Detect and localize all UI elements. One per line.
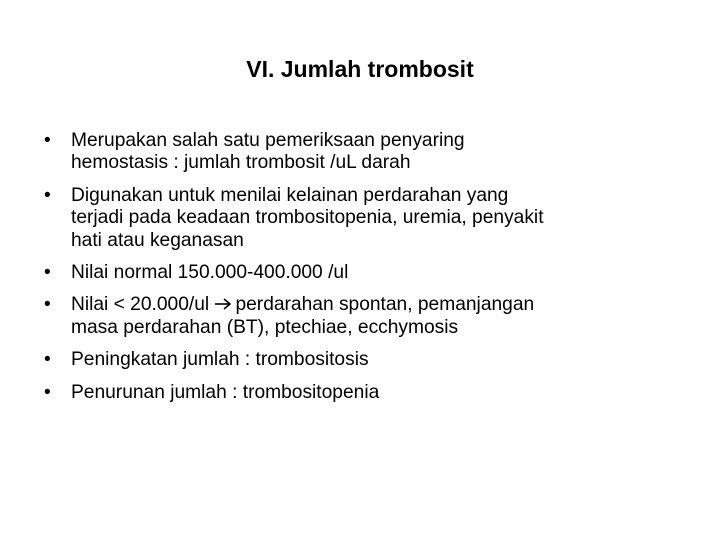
bullet-text (71, 382, 379, 403)
bullet-item (44, 130, 674, 175)
bullet-text (71, 294, 534, 337)
bullet-line: Penurunan jumlah : trombositopenia (71, 381, 380, 403)
bullet-item (44, 349, 674, 371)
bullet-list (44, 130, 674, 414)
bullet-text (71, 185, 544, 251)
bullet-line: Nilai normal 150.000-400.000 /ul (71, 262, 349, 284)
bullet-dot: • (44, 184, 51, 206)
bullet-text (71, 262, 348, 283)
bullet-line: Peningkatan jumlah : trombositosis (71, 349, 369, 371)
bullet-line: Nilai < 20.000/ul (71, 294, 215, 316)
bullet-text (71, 130, 465, 173)
bullet-line: hati atau keganasan (71, 229, 244, 251)
bullet-dot: • (44, 294, 51, 316)
bullet-line: Digunakan untuk menilai kelainan perdarahan yang (71, 184, 509, 206)
bullet-line: terjadi pada keadaan trombositopenia, uremia, penyakit (71, 207, 544, 229)
bullet-item (44, 382, 674, 404)
bullet-dot: • (44, 262, 51, 284)
bullet-item (44, 185, 674, 252)
bullet-item (44, 294, 674, 339)
bullet-line: hemostasis : jumlah trombosit /uL darah (71, 152, 411, 174)
right-arrow-icon (214, 297, 234, 311)
bullet-dot: • (44, 381, 51, 403)
bullet-dot: • (44, 349, 51, 371)
bullet-line: masa perdarahan (BT), ptechiae, ecchymosis (71, 316, 459, 338)
bullet-line: Merupakan salah satu pemeriksaan penyaring (71, 130, 465, 151)
bullet-dot: • (44, 130, 51, 151)
bullet-item (44, 262, 674, 284)
slide-title: VI. Jumlah trombosit (246, 56, 474, 82)
bullet-text (71, 349, 369, 370)
bullet-line: perdarahan spontan, pemanjangan (235, 294, 535, 316)
